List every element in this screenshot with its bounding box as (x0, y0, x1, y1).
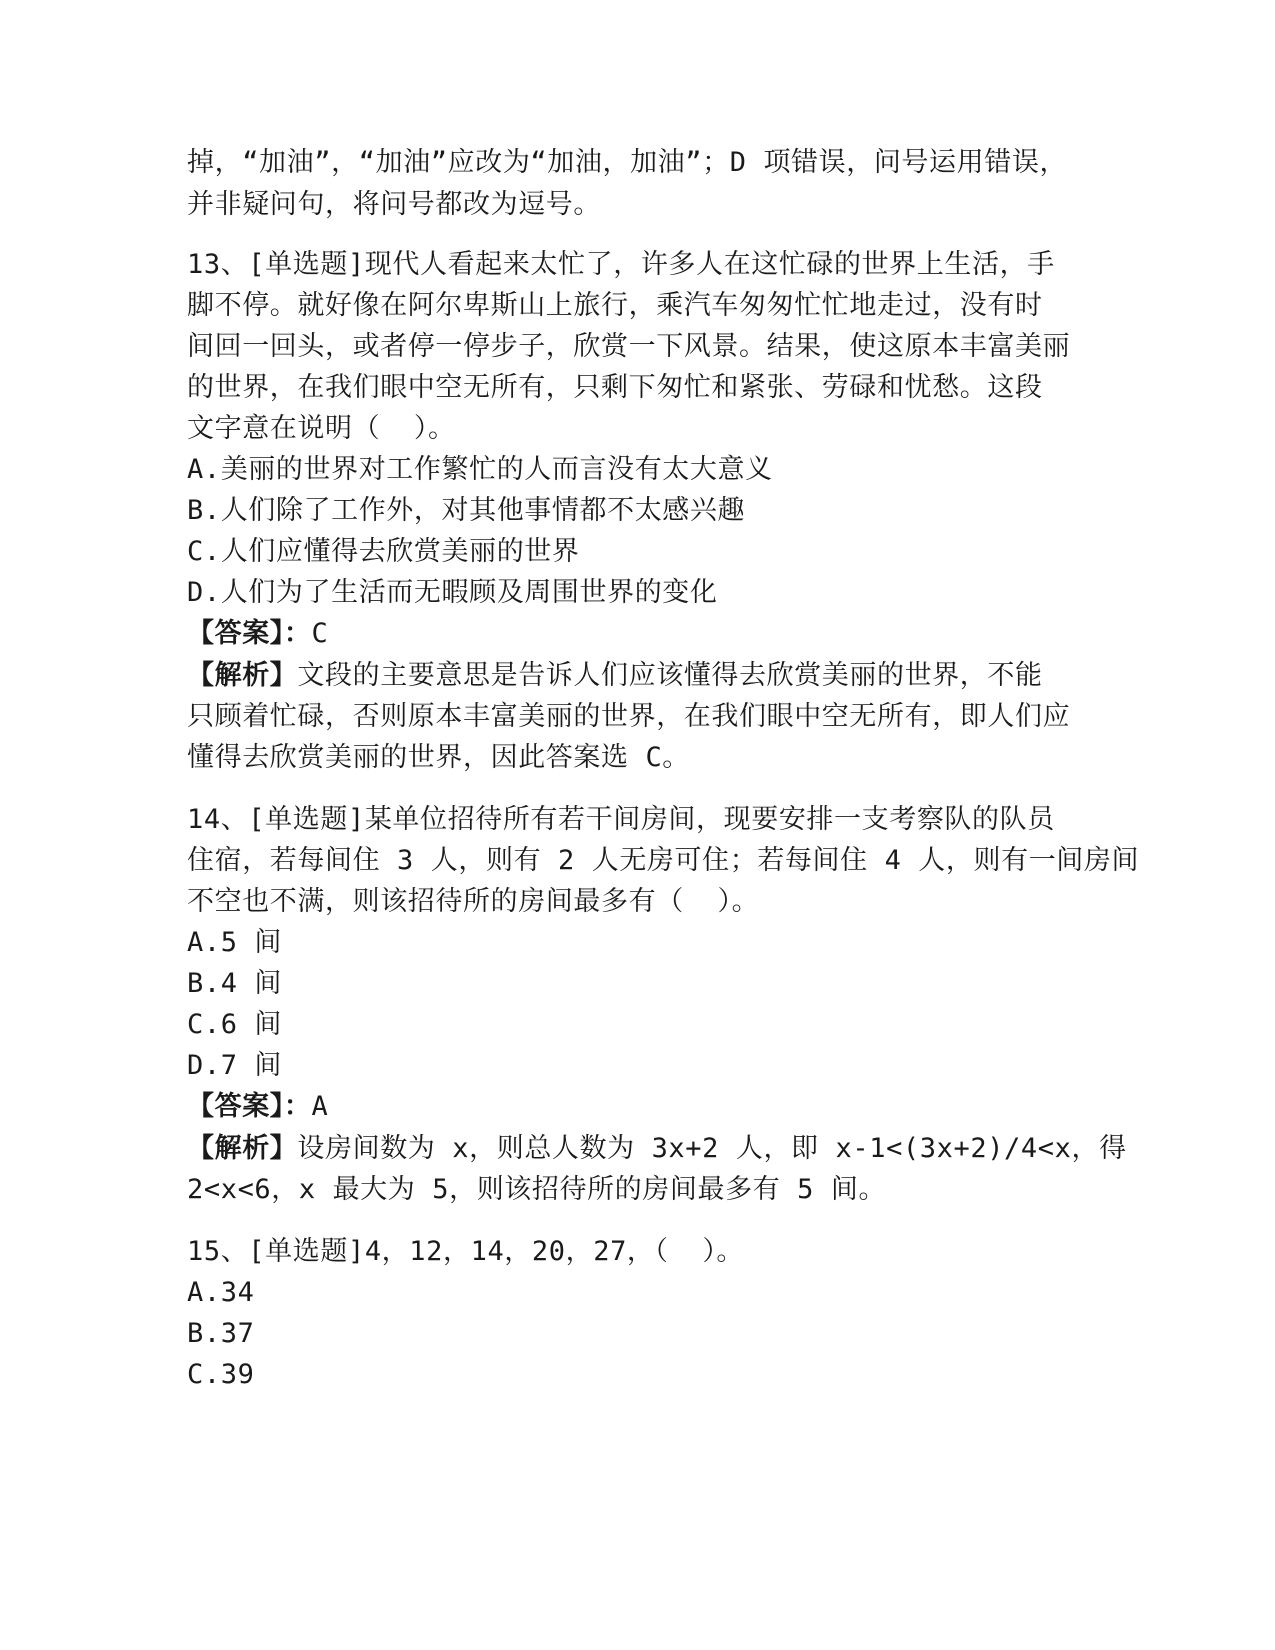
q13-option-d: D.人们为了生活而无暇顾及周围世界的变化 (187, 577, 718, 608)
q14-answer-value: A (311, 1091, 329, 1122)
q13-stem-line-5: 文字意在说明（ ）。 (187, 413, 456, 444)
q13-option-c: C.人们应懂得去欣赏美丽的世界 (187, 536, 580, 567)
q13-stem-line-2: 脚不停。就好像在阿尔卑斯山上旅行，乘汽车匆匆忙忙地走过，没有时 (187, 290, 1043, 321)
q15-stem-line-1: 15、[单选题]4，12，14，20，27，（ ）。 (187, 1236, 745, 1267)
q13-analysis-text-1: 文段的主要意思是告诉人们应该懂得去欣赏美丽的世界，不能 (297, 660, 1043, 691)
q13-analysis-line-2: 只顾着忙碌，否则原本丰富美丽的世界，在我们眼中空无所有，即人们应 (187, 701, 1071, 732)
q13-answer-label: 【答案】： (187, 618, 312, 649)
q15-option-b: B.37 (187, 1318, 255, 1349)
q13-analysis-line-3: 懂得去欣赏美丽的世界，因此答案选 C。 (187, 742, 690, 773)
q14-stem-line-2: 住宿，若每间住 3 人，则有 2 人无房可住；若每间住 4 人，则有一间房间 (187, 845, 1140, 876)
q14-answer (187, 1087, 328, 1127)
q14-stem-line-1: 14、[单选题]某单位招待所有若干间房间，现要安排一支考察队的队员 (187, 804, 1055, 835)
q14-stem-line-3: 不空也不满，则该招待所的房间最多有（ ）。 (187, 886, 760, 917)
q13-stem-line-1: 13、[单选题]现代人看起来太忙了，许多人在这忙碌的世界上生活，手 (187, 249, 1055, 280)
q13-answer (187, 614, 328, 654)
q15-option-a: A.34 (187, 1277, 255, 1308)
q14-answer-label: 【答案】： (187, 1091, 312, 1122)
q15-option-c: C.39 (187, 1359, 255, 1390)
q14-option-d: D.7 间 (187, 1050, 283, 1081)
q13-stem-line-4: 的世界，在我们眼中空无所有，只剩下匆忙和紧张、劳碌和忧愁。这段 (187, 372, 1043, 403)
q13-analysis-label: 【解析】 (187, 660, 298, 691)
q13-option-b: B.人们除了工作外，对其他事情都不太感兴趣 (187, 495, 746, 526)
q14-option-c: C.6 间 (187, 1009, 283, 1040)
q14-option-a: A.5 间 (187, 927, 283, 958)
intro-line-2: 并非疑问句，将问号都改为逗号。 (187, 189, 601, 220)
q13-option-a: A.美丽的世界对工作繁忙的人而言没有太大意义 (187, 454, 773, 485)
q13-answer-value: C (311, 618, 329, 649)
q14-analysis-label: 【解析】 (187, 1133, 298, 1164)
q13-stem-line-3: 间回一回头，或者停一停步子，欣赏一下风景。结果，使这原本丰富美丽 (187, 331, 1071, 362)
intro-line-1: 掉，“加油”，“加油”应改为“加油，加油”；D 项错误，问号运用错误， (187, 147, 1068, 178)
q14-analysis-line-1 (187, 1129, 1127, 1169)
q13-analysis-line-1 (187, 656, 1043, 696)
q14-option-b: B.4 间 (187, 968, 283, 999)
q14-analysis-text-1: 设房间数为 x，则总人数为 3x+2 人，即 x-1<(3x+2)/4<x，得 (297, 1133, 1127, 1164)
q14-analysis-line-2: 2<x<6，x 最大为 5，则该招待所的房间最多有 5 间。 (187, 1174, 887, 1205)
